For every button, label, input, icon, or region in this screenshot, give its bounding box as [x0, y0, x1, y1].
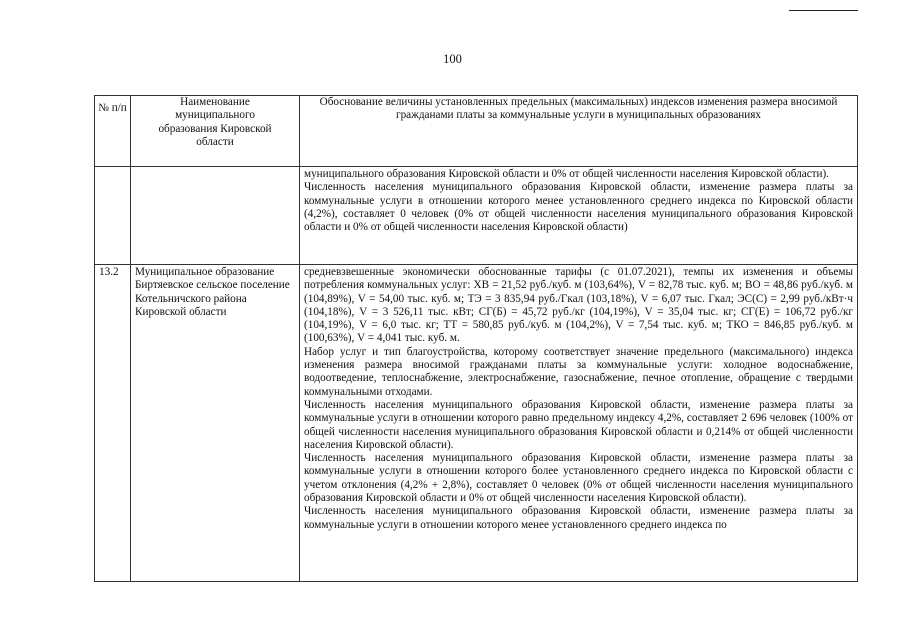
- municipality-name: Муниципальное образование Биртяевское сельское поселение Котельничского района Кировской области: [131, 265, 300, 582]
- indices-table: [94, 95, 858, 582]
- header-municipality: Наименование муниципального образования Кировской области: [131, 96, 300, 167]
- justification-paragraph: Численность населения муниципального образования Кировской области, изменение размера платы за коммунальные услуги в отношении которого менее установленного среднего индекса по Кировской области (4,2%), составляет 0 человек (0% от общей численности населения муниципального образования Кировской области и 0% от общей численности населения Кировской области): [304, 181, 853, 234]
- municipality-name: [131, 167, 300, 265]
- population-below-paragraph: Численность населения муниципального образования Кировской области, изменение размера платы за коммунальные услуги в отношении которого менее установленного среднего индекса по: [304, 505, 853, 531]
- table-header-row: [95, 96, 858, 167]
- row-number: 13.2: [95, 265, 131, 582]
- page-number: 100: [443, 52, 462, 66]
- population-above-paragraph: Численность населения муниципального образования Кировской области, изменение размера платы за коммунальные услуги в отношении которого более установленного среднего индекса по Кировской области с учетом отклонения (4,2% + 2,8%), составляет 0 человек (0% от общей численности населения муниципального образования Кировской области и 0% от общей численности населения Кировской области).: [304, 452, 853, 505]
- justification-cell: [300, 167, 858, 265]
- justification-cell: [300, 265, 858, 582]
- tariffs-paragraph: средневзвешенные экономически обоснованные тарифы (с 01.07.2021), темпы их изменения и объемы потребления коммунальных услуг: ХВ = 21,52 руб./куб. м (103,64%), V = 82,78 тыс. куб. м; ВО = 48,86 руб./куб. м (104,89%), V = 54,00 тыс. куб. м; ТЭ = 3 835,94 руб./Гкал (103,18%), V = 6,07 тыс. Гкал; ЭС(С) = 2,99 руб./кВт·ч (104,18%), V = 3 526,11 тыс. кВт; СГ(Б) = 45,72 руб./кг (104,19%), V = 35,04 тыс. кг; СГ(Е) = 106,72 руб./кг (104,19%), V = 6,0 тыс. кг; ТТ = 580,85 руб./куб. м (104,2%), V = 7,54 тыс. куб. м; ТКО = 846,85 руб./куб. м (100,63%), V = 4,041 тыс. куб. м.: [304, 266, 853, 345]
- justification-paragraph: муниципального образования Кировской области и 0% от общей численности населения Кировской области).: [304, 168, 830, 180]
- row-number: [95, 167, 131, 265]
- header-number: № п/п: [95, 96, 131, 167]
- services-set-paragraph: Набор услуг и тип благоустройства, которому соответствует значение предельного (максимального) индекса изменения размера вносимой гражданами платы за коммунальные услуги: холодное водоснабжение, водоотведение, теплоснабжение, электроснабжение, газоснабжение, печное отопление, обращение с твердыми коммунальными отходами.: [304, 345, 853, 398]
- table-row-13-2: [95, 265, 858, 582]
- header-justification: Обоснование величины установленных предельных (максимальных) индексов изменения размера вносимой гражданами платы за коммунальные услуги в муниципальных образованиях: [300, 96, 858, 167]
- population-equal-paragraph: Численность населения муниципального образования Кировской области, изменение размера платы за коммунальные услуги в отношении которого равно предельному индексу 4,2%, составляет 2 696 человек (100% от общей численности населения муниципального образования Кировской области и 0,214% от общей численности населения Кировской области).: [304, 398, 853, 451]
- table-row-continuation: [95, 167, 858, 265]
- top-right-rule: [789, 10, 858, 11]
